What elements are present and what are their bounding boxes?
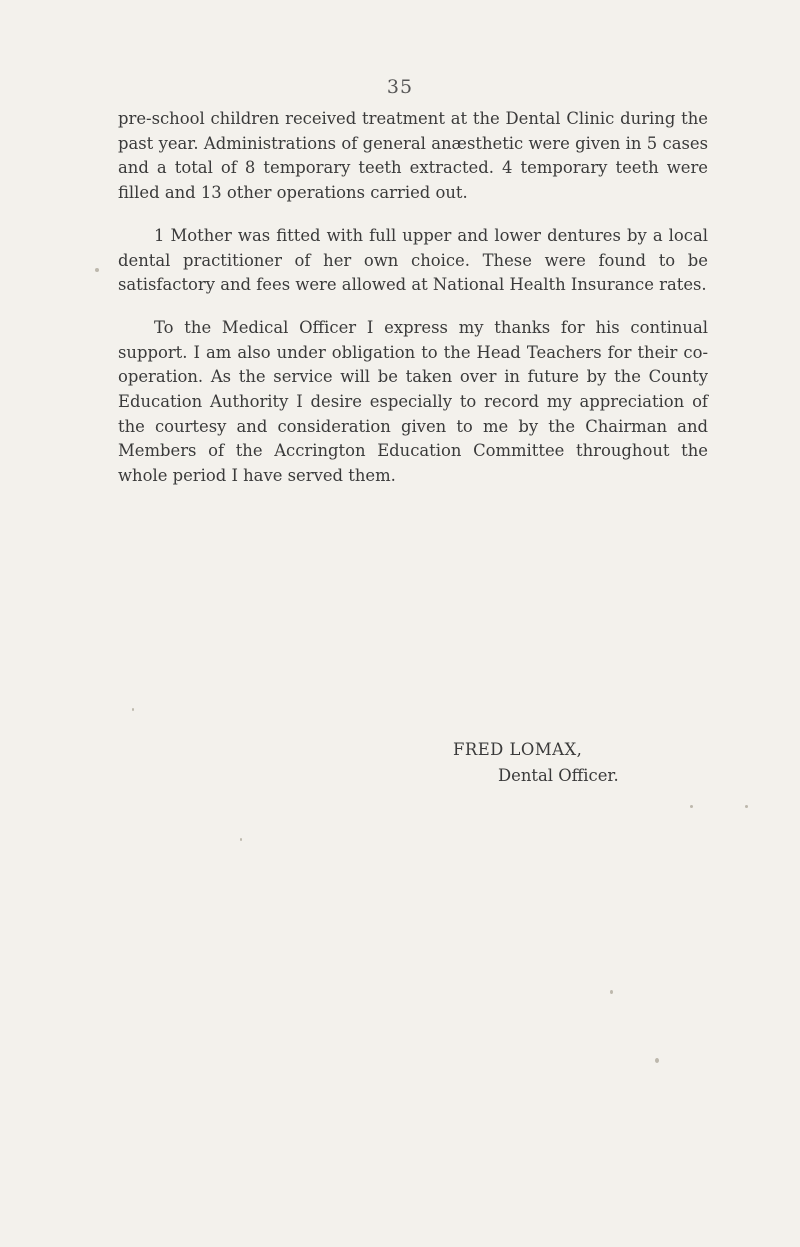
paragraph-dental-clinic: pre-school children received treatment at the Dental Clinic during the past year. Administrations of general anæsthetic were given in 5 cases and a total of 8 temporary teeth extracted. 4 temporary teeth were filled and 13 other operations carried out.: [118, 109, 708, 203]
scan-speck: [132, 708, 134, 711]
signatory-title: Dental Officer.: [498, 766, 619, 785]
page-number: 35: [386, 76, 414, 98]
paragraph-thanks: To the Medical Officer I express my thanks for his continual support. I am also under obligation to the Head Teachers for their co-operation. As the service will be taken over in future by the County Education Authority I desire especially to record my appreciation of the courtesy and consideration given to me by the Chairman and Members of the Accrington Education Committee throughout the whole period I have served them.: [118, 317, 708, 486]
document-body: [118, 107, 708, 489]
signatory-name: FRED LOMAX,: [453, 740, 583, 759]
scan-speck: [655, 1058, 659, 1063]
scan-speck: [610, 990, 613, 994]
scan-speck: [745, 805, 748, 808]
scan-speck: [690, 805, 693, 808]
scan-speck: [240, 838, 242, 841]
paragraph-dentures: 1 Mother was fitted with full upper and lower dentures by a local dental practitioner of her own choice. These were found to be satisfactory and fees were allowed at National Health Insurance rates.: [118, 225, 708, 295]
scan-speck: [95, 268, 99, 272]
